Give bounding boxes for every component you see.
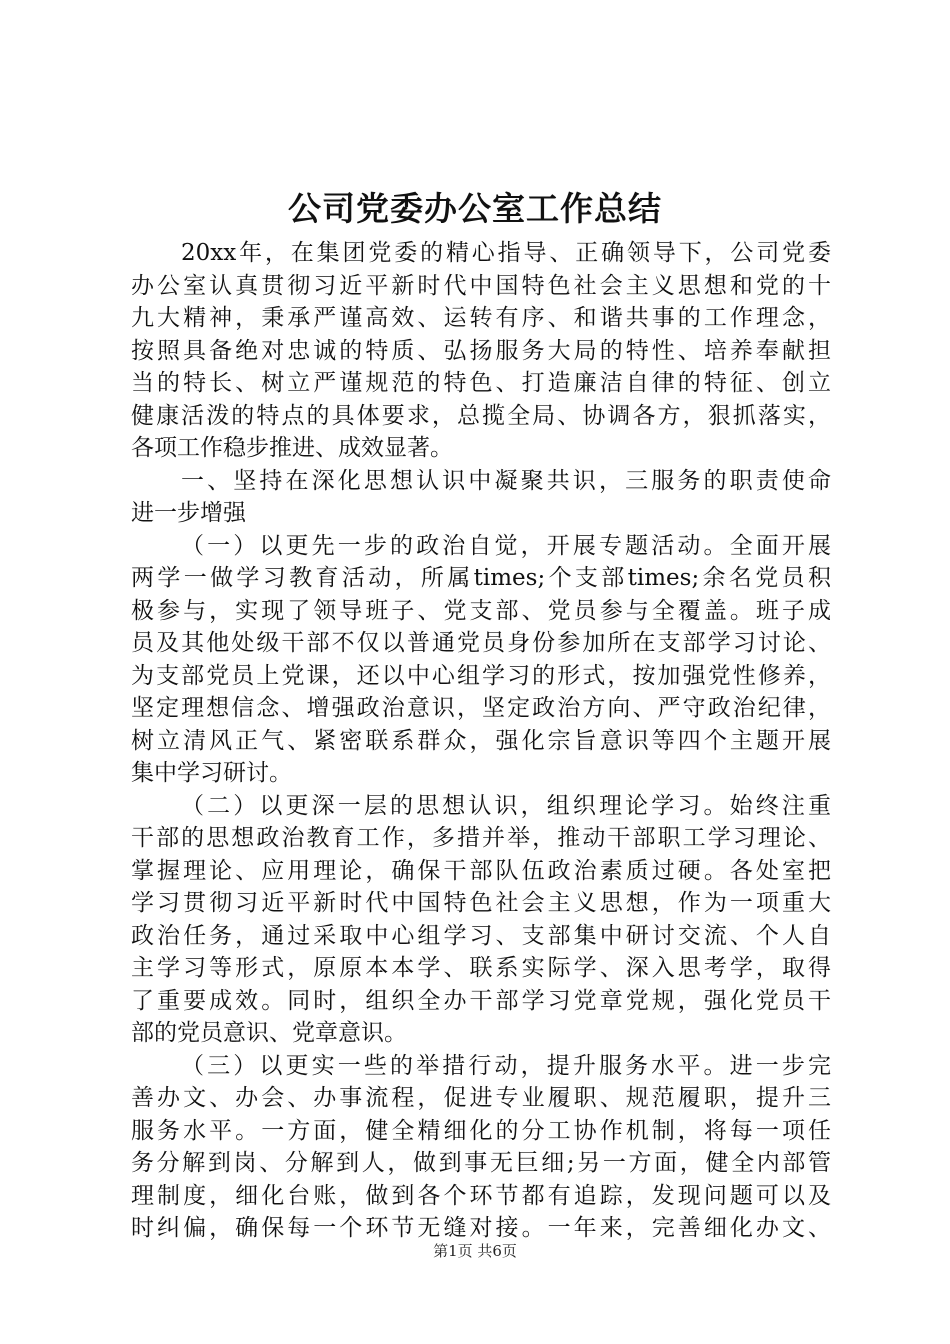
text-line: 主学习等形式，原原本本学、联系实际学、深入思考学，取得 bbox=[131, 955, 831, 981]
text-line: 极参与，实现了领导班子、党支部、党员参与全覆盖。班子成 bbox=[131, 597, 831, 624]
text-line: 务分解到岗、分解到人，做到事无巨细;另一方面，健全内部管 bbox=[131, 1150, 831, 1176]
text-line: 服务水平。一方面，健全精细化的分工协作机制，将每一项任 bbox=[131, 1117, 831, 1144]
text-line: 进一步增强 bbox=[131, 500, 246, 526]
text-line: 坚定理想信念、增强政治意识，坚定政治方向、严守政治纪律， bbox=[131, 695, 831, 721]
text-line: （三）以更实一些的举措行动，提升服务水平。进一步完 bbox=[181, 1052, 831, 1079]
document-title: 公司党委办公室工作总结 bbox=[288, 189, 662, 228]
text-line: 干部的思想政治教育工作，多措并举，推动干部职工学习理论、 bbox=[131, 825, 831, 851]
text-line: 员及其他处级干部不仅以普通党员身份参加所在支部学习讨论、 bbox=[131, 630, 831, 656]
text-line: 各项工作稳步推进、成效显著。 bbox=[131, 435, 453, 461]
text-line: 政治任务，通过采取中心组学习、支部集中研讨交流、个人自 bbox=[131, 922, 831, 949]
text-line: 一、坚持在深化思想认识中凝聚共识，三服务的职责使命 bbox=[181, 467, 831, 494]
text-line: 掌握理论、应用理论，确保干部队伍政治素质过硬。各处室把 bbox=[131, 857, 831, 884]
page-footer: 第1页 共6页 bbox=[433, 1242, 517, 1260]
text-line: 按照具备绝对忠诚的特质、弘扬服务大局的特性、培养奉献担 bbox=[131, 337, 831, 364]
text-line: 九大精神，秉承严谨高效、运转有序、和谐共事的工作理念， bbox=[131, 305, 831, 331]
text-line: 理制度，细化台账，做到各个环节都有追踪，发现问题可以及 bbox=[131, 1182, 831, 1209]
text-line: 部的党员意识、党章意识。 bbox=[131, 1020, 407, 1046]
document-body bbox=[131, 237, 831, 1245]
text-line: 办公室认真贯彻习近平新时代中国特色社会主义思想和党的十 bbox=[131, 272, 831, 299]
text-line: 时纠偏，确保每一个环节无缝对接。一年来，完善细化办文、 bbox=[131, 1215, 831, 1241]
text-line: 学习贯彻习近平新时代中国特色社会主义思想，作为一项重大 bbox=[131, 890, 831, 916]
text-line: 为支部党员上党课，还以中心组学习的形式，按加强党性修养， bbox=[131, 662, 831, 689]
text-line: 了重要成效。同时，组织全办干部学习党章党规，强化党员干 bbox=[131, 987, 831, 1014]
text-line: 当的特长、树立严谨规范的特色、打造廉洁自律的特征、创立 bbox=[131, 370, 831, 396]
text-line: 善办文、办会、办事流程，促进专业履职、规范履职，提升三 bbox=[131, 1085, 831, 1111]
text-line: 集中学习研讨。 bbox=[131, 760, 292, 786]
text-line: （二）以更深一层的思想认识，组织理论学习。始终注重 bbox=[181, 792, 831, 819]
text-line: （一）以更先一步的政治自觉，开展专题活动。全面开展 bbox=[181, 532, 831, 559]
text-line: 20xx年，在集团党委的精心指导、正确领导下，公司党委 bbox=[181, 240, 831, 266]
text-line: 树立清风正气、紧密联系群众，强化宗旨意识等四个主题开展 bbox=[131, 727, 831, 754]
text-line: 两学一做学习教育活动，所属times;个支部times;余名党员积 bbox=[131, 565, 831, 591]
text-line: 健康活泼的特点的具体要求，总揽全局、协调各方，狠抓落实， bbox=[131, 402, 831, 429]
